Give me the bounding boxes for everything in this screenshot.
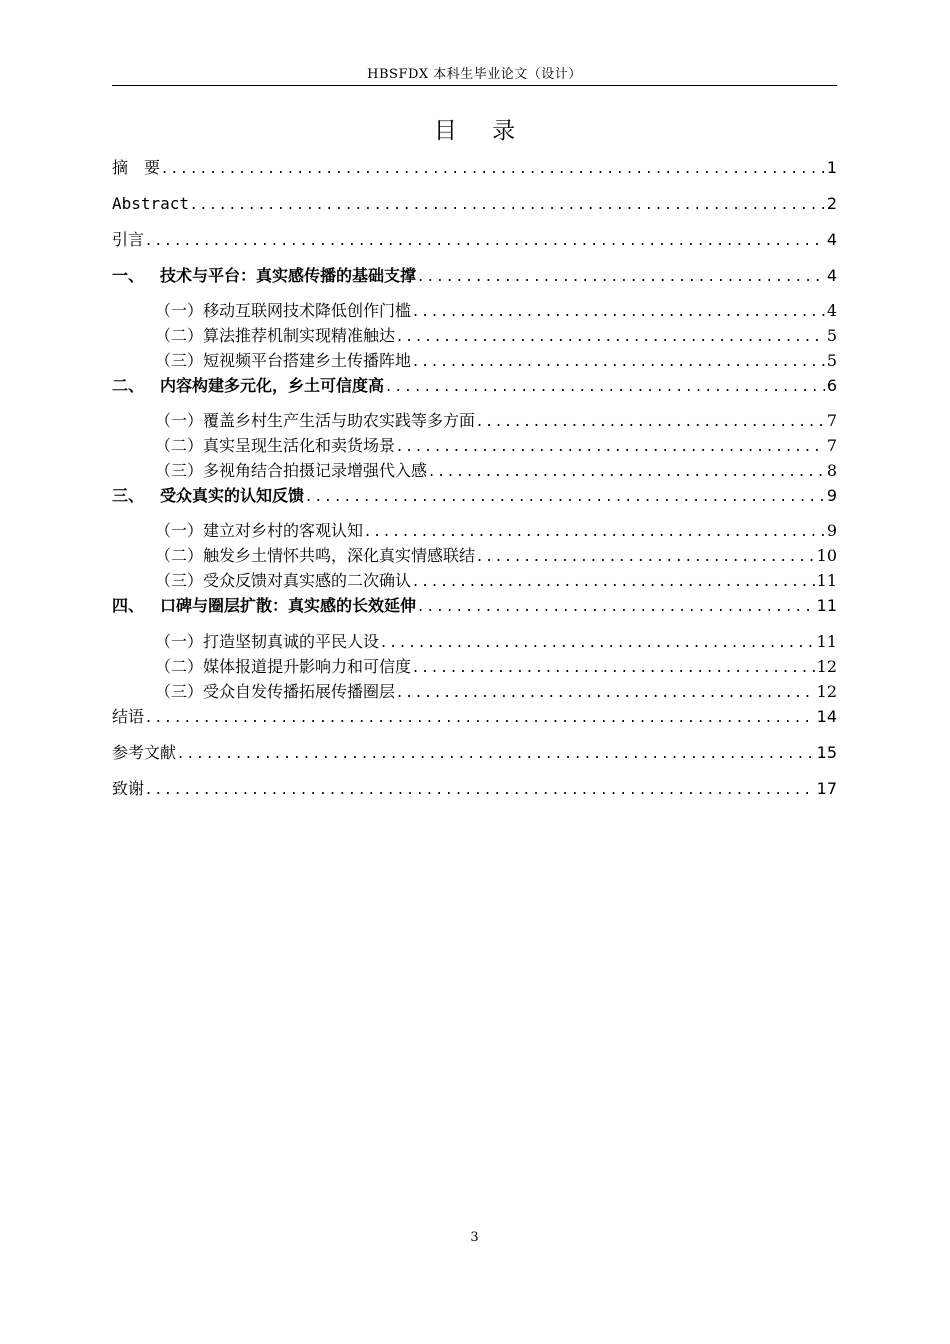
toc-entry-label: （三）多视角结合拍摄记录增强代入感 (155, 461, 428, 480)
dot-leader (146, 705, 815, 729)
toc-entry-intro[interactable] (112, 228, 837, 252)
dot-leader (178, 741, 815, 765)
dot-leader (162, 156, 825, 180)
toc-entry-label: 内容构建多元化，乡土可信度高 (160, 376, 385, 395)
dot-leader (413, 655, 815, 679)
toc-entry-page: 15 (816, 743, 837, 762)
toc-entry-section-2-1[interactable] (155, 409, 837, 433)
toc-entry-page: 11 (816, 596, 837, 615)
dot-leader (397, 434, 825, 458)
dot-leader (386, 374, 825, 398)
running-header: HBSFDX 本科生毕业论文（设计） (367, 67, 582, 82)
dot-leader (397, 324, 825, 348)
toc-entry-label: （二）媒体报道提升影响力和可信度 (155, 657, 412, 676)
toc-entry-acknowledgements[interactable] (112, 777, 837, 801)
toc-entry-section-3-3[interactable] (155, 569, 837, 593)
toc-entry-abstract-en[interactable] (112, 192, 837, 216)
dot-leader (477, 409, 825, 433)
toc-entry-section-4-2[interactable] (155, 655, 837, 679)
toc-entry-references[interactable] (112, 741, 837, 765)
toc-entry-label: （一）移动互联网技术降低创作门槛 (155, 301, 412, 320)
toc-entry-page: 11 (816, 632, 837, 651)
toc-entry-chapter-2[interactable] (112, 374, 837, 398)
toc-chapter-number: 四、 (112, 596, 145, 615)
dot-leader (365, 519, 825, 543)
toc-entry-label: 技术与平台：真实感传播的基础支撑 (160, 266, 417, 285)
toc-entry-page: 9 (826, 521, 837, 540)
toc-entry-section-3-2[interactable] (155, 544, 837, 568)
toc-entry-page: 5 (826, 326, 837, 345)
toc-entry-label: 引言 (112, 230, 145, 249)
dot-leader (418, 264, 825, 288)
toc-entry-label: Abstract (112, 194, 190, 213)
dot-leader (146, 777, 815, 801)
dot-leader (477, 544, 815, 568)
toc-entry-page: 6 (826, 376, 837, 395)
toc-entry-page: 4 (826, 301, 837, 320)
toc-entry-page: 1 (826, 158, 837, 177)
toc-entry-label: （一）打造坚韧真诚的平民人设 (155, 632, 380, 651)
toc-entry-conclusion[interactable] (112, 705, 837, 729)
header-rule (112, 85, 837, 86)
toc-entry-label: （二）算法推荐机制实现精准触达 (155, 326, 396, 345)
toc-entry-page: 7 (826, 411, 837, 430)
toc-entry-label: （二）触发乡土情怀共鸣，深化真实情感联结 (155, 546, 476, 565)
toc-entry-section-2-2[interactable] (155, 434, 837, 458)
toc-entry-page: 5 (826, 351, 837, 370)
toc-entry-section-1-1[interactable] (155, 299, 837, 323)
toc-entry-section-1-2[interactable] (155, 324, 837, 348)
toc-entry-page: 11 (816, 571, 837, 590)
toc-entry-section-3-1[interactable] (155, 519, 837, 543)
toc-entry-label: 结语 (112, 707, 145, 726)
toc-entry-label: 摘 要 (112, 158, 161, 177)
toc-chapter-number: 三、 (112, 486, 145, 505)
toc-entry-chapter-4[interactable] (112, 594, 837, 618)
dot-leader (381, 630, 815, 654)
toc-entry-page: 4 (826, 266, 837, 285)
toc-entry-chapter-1[interactable] (112, 264, 837, 288)
toc-entry-section-4-3[interactable] (155, 680, 837, 704)
page-number: 3 (470, 1230, 479, 1245)
toc-entry-section-4-1[interactable] (155, 630, 837, 654)
dot-leader (146, 228, 825, 252)
toc-chapter-number: 二、 (112, 376, 145, 395)
toc-entry-page: 14 (816, 707, 837, 726)
dot-leader (306, 484, 825, 508)
toc-entry-page: 4 (826, 230, 837, 249)
toc-entry-label: （三）受众反馈对真实感的二次确认 (155, 571, 412, 590)
toc-entry-page: 12 (816, 682, 837, 701)
toc-title: 目 录 (433, 118, 530, 144)
toc-entry-label: （一）建立对乡村的客观认知 (155, 521, 364, 540)
toc-entry-label: 致谢 (112, 779, 145, 798)
toc-entry-label: （一）覆盖乡村生产生活与助农实践等多方面 (155, 411, 476, 430)
toc-entry-abstract-cn[interactable] (112, 156, 837, 180)
toc-entry-page: 8 (826, 461, 837, 480)
toc-entry-page: 10 (816, 546, 837, 565)
toc-entry-page: 17 (816, 779, 837, 798)
toc-entry-section-2-3[interactable] (155, 459, 837, 483)
toc-entry-label: 受众真实的认知反馈 (160, 486, 305, 505)
toc-entry-label: （三）受众自发传播拓展传播圈层 (155, 682, 396, 701)
toc-entry-label: （三）短视频平台搭建乡土传播阵地 (155, 351, 412, 370)
dot-leader (429, 459, 825, 483)
toc-entry-label: 参考文献 (112, 743, 177, 762)
toc-entry-label: 口碑与圈层扩散：真实感的长效延伸 (160, 596, 417, 615)
dot-leader (397, 680, 815, 704)
toc-entry-page: 12 (816, 657, 837, 676)
toc-chapter-number: 一、 (112, 266, 145, 285)
toc-entry-page: 9 (826, 486, 837, 505)
toc-entry-label: （二）真实呈现生活化和卖货场景 (155, 436, 396, 455)
dot-leader (413, 349, 825, 373)
dot-leader (413, 299, 825, 323)
toc-entry-page: 2 (826, 194, 837, 213)
dot-leader (413, 569, 815, 593)
toc-entry-page: 7 (826, 436, 837, 455)
toc-entry-section-1-3[interactable] (155, 349, 837, 373)
dot-leader (418, 594, 815, 618)
dot-leader (191, 192, 825, 216)
toc-entry-chapter-3[interactable] (112, 484, 837, 508)
